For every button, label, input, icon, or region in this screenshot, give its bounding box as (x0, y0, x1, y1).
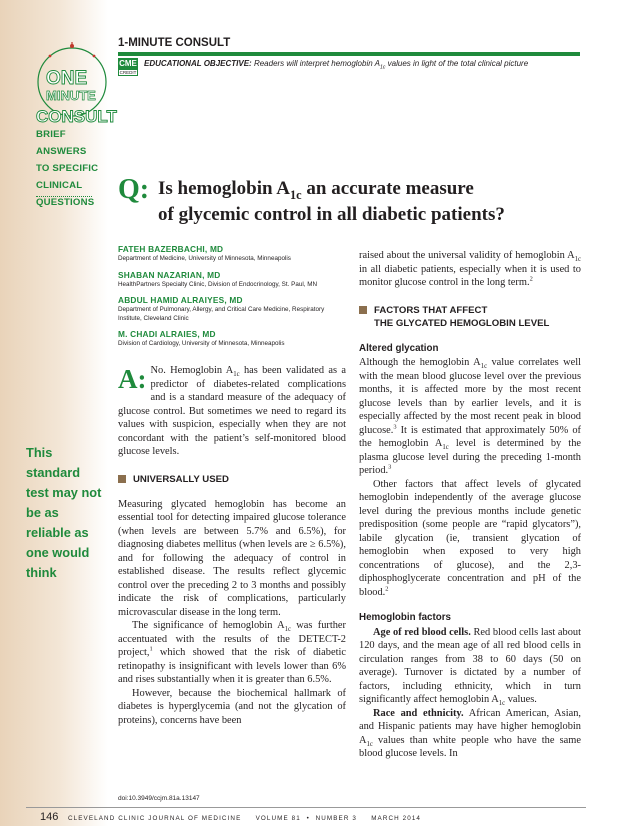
logo-word-consult: CONSULT (36, 107, 117, 126)
doi-text: doi:10.3949/ccjm.81a.13147 (118, 795, 200, 802)
square-bullet-icon (359, 306, 367, 314)
body-paragraph: Measuring glycated hemoglobin has become an essential tool for detecting impaired glucose tolerance (when levels are between 5.7% and 6.5%), for diagnosing diabetes mellitus (when levels are ≥ 6.5%), and for following the adequacy of control in established disease. The results reflect glycemic control over the preceding 2 to 3 months and possibly indicate the risk of complications, particularly microvascular disease in the long term. (118, 498, 346, 618)
subheading-altered-glycation: Altered glycation (359, 342, 439, 354)
author-entry (118, 270, 346, 290)
author-affiliation: Department of Medicine, University of Minnesota, Minneapolis (118, 255, 291, 262)
author-entry (118, 244, 346, 264)
objective-label: EDUCATIONAL OBJECTIVE: (144, 59, 252, 68)
body-paragraph: Other factors that affect levels of glycated hemoglobin independently of the average glucose level during the previous months include genetic predisposition (some people are “rapid glycators”), labile glycation (ie, transient glycation of hemoglobin when exposed to very high concentrations of glucose), and the 2,3-diphosphoglycerate concentration and pH of the blood.$^2$ (359, 478, 581, 598)
square-bullet-icon (118, 475, 126, 483)
run-in-heading: Race and ethnicity. (373, 707, 464, 719)
author-name: SHABAN NAZARIAN, MD (118, 269, 221, 280)
answer-paragraph: A: No. Hemoglobin $A_{1c}$ has been validated as a predictor of diabetes-related complications and is a standard measure of the adequacy of glucose control. But sometimes we need to regard its values with suspicion, especially when they are not concordant with the patient’s self-monitored blood glucose levels. (118, 364, 346, 457)
section-heading-universally-used: UNIVERSALLY USED (118, 473, 346, 486)
sidebar-tagline (36, 126, 116, 211)
cme-credit-badge (118, 58, 138, 76)
tagline-line: TO SPECIFIC (36, 163, 99, 174)
question-mark-label: Q: (118, 174, 150, 205)
section-heading-factors: FACTORS THAT AFFECT THE GLYCATED HEMOGLOBIN LEVEL (359, 304, 581, 330)
header-rule (118, 52, 580, 56)
author-affiliation: Department of Pulmonary, Allergy, and Critical Care Medicine, Respiratory Institute, Cleveland Clinic (118, 306, 325, 322)
article-title: Is hemoglobin $A_{1c}$ an accurate measure of glycemic control in all diabetic patients? (158, 178, 505, 225)
author-name: FATEH BAZERBACHI, MD (118, 244, 224, 254)
body-paragraph: raised about the universal validity of hemoglobin $A_{1c}$ in all diabetic patients, especially when it is used to monitor glucose control in the long term.$^2$ (359, 250, 581, 288)
column-left (118, 364, 346, 727)
logo-word-one: ONE (46, 68, 88, 89)
author-entry (118, 295, 346, 323)
section-title: 1-MINUTE CONSULT (118, 37, 231, 49)
run-in-heading: Age of red blood cells. (373, 626, 471, 638)
tagline-line: CLINICAL (36, 180, 83, 191)
one-minute-consult-logo (30, 36, 130, 131)
educational-objective: EDUCATIONAL OBJECTIVE: Readers will interpret hemoglobin $A_{1c}$ values in light of the total clinical picture (144, 59, 529, 71)
tagline-line: QUESTIONS (36, 197, 95, 208)
tagline-divider (36, 196, 92, 197)
answer-mark-label: A: (118, 364, 147, 394)
author-name: ABDUL HAMID ALRAIYES, MD (118, 295, 243, 305)
author-affiliation: Division of Cardiology, University of Minnesota, Minneapolis (118, 340, 285, 347)
body-paragraph: Although the hemoglobin $A_{1c}$ value correlates well with the mean blood glucose level over the previous months, it is affected more by the most recent glucose levels than by earlier levels, and it is especially affected by the most recent peak in blood glucose.$^3$ It is estimated that approximately 50% of the hemoglobin $A_{1c}$ level is determined by the plasma glucose level during the preceding 1-month period.$^3$ (359, 357, 581, 476)
credit-label: CREDIT (119, 70, 137, 75)
body-paragraph: However, because the biochemical hallmark of diabetes is hyperglycemia (and not the glycation of proteins), concerns have been (118, 687, 346, 726)
author-affiliation: HealthPartners Specialty Clinic, Division of Endocrinology, St. Paul, MN (118, 280, 318, 288)
page-number: 146 (40, 811, 59, 823)
cme-label: CME (119, 59, 137, 68)
journal-footer: CLEVELAND CLINIC JOURNAL OF MEDICINE VOLUME 81 • NUMBER 3 MARCH 2014 (68, 815, 422, 822)
body-paragraph: Age of red blood cells. Red blood cells last about 120 days, and the mean age of all red blood cells in circulation ranges from 38 to 60 days (50 on average). Turnover is dictated by a number of factors, including ethnicity, which in turn significantly affect hemoglobin $A_{1c}$ values. (359, 626, 581, 708)
body-paragraph: Race and ethnicity. African American, Asian, and Hispanic patients may have higher hemoglobin $A_{1c}$ values than white people who have the same blood glucose levels. In (359, 707, 581, 759)
author-list (118, 244, 346, 355)
author-name: M. CHADI ALRAIES, MD (118, 329, 216, 339)
author-entry (118, 329, 346, 349)
pull-quote: This standard test may not be as reliable as one would think (26, 445, 102, 580)
logo-word-minute: MINUTE (46, 88, 96, 103)
tagline-line: BRIEF ANSWERS (36, 129, 87, 157)
body-paragraph: The significance of hemoglobin $A_{1c}$ was further accentuated with the results of the DETECT-2 project,$^1$ which showed that the risk of diabetic retinopathy is insignificant with levels lower than 6% and rises substantially when it is greater than 6.5%. (118, 620, 346, 685)
footer-rule (26, 807, 586, 808)
column-right (359, 249, 581, 761)
subheading-hemoglobin-factors: Hemoglobin factors (359, 612, 451, 623)
